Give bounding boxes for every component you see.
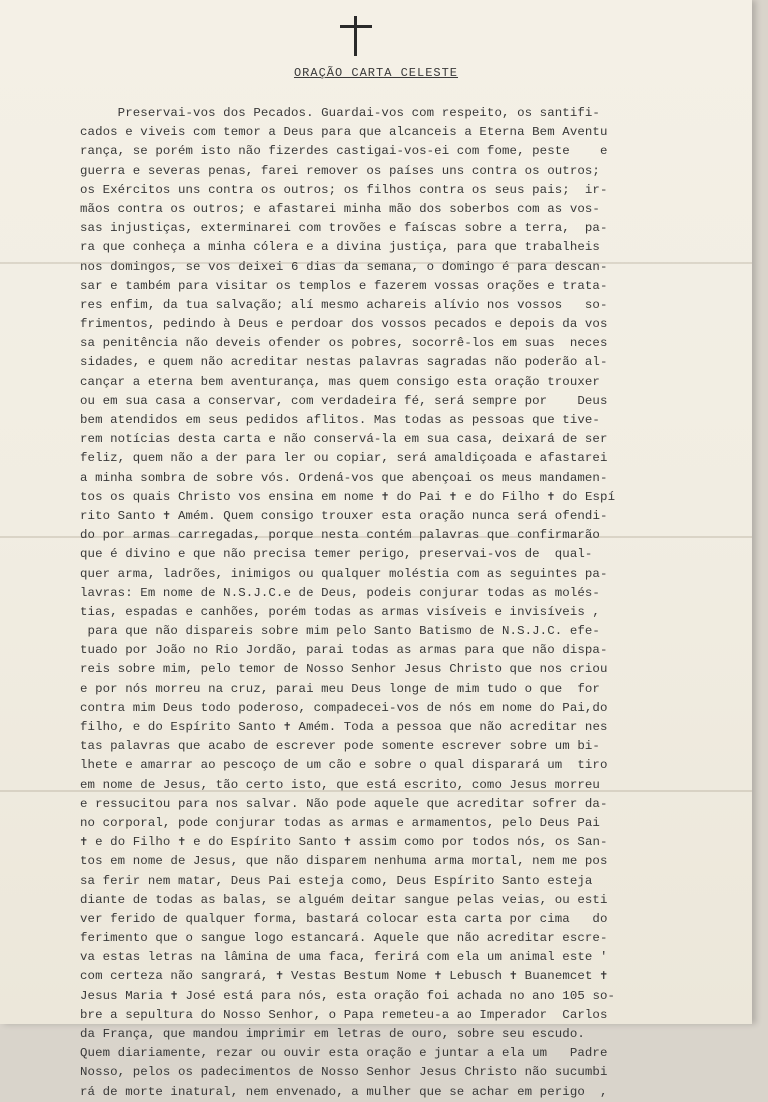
text-line: cados e viveis com temor a Deus para que alcanceis a Eterna Bem Aventu bbox=[80, 125, 608, 140]
text-line: e por nós morreu na cruz, parai meu Deus longe de mim tudo o que for bbox=[80, 681, 600, 696]
text-line: reis sobre mim, pelo temor de Nosso Senhor Jesus Christo que nos criou bbox=[80, 662, 608, 677]
text-line: Preservai-vos dos Pecados. Guardai-vos com respeito, os santifi- bbox=[80, 106, 600, 120]
text-line: va estas letras na lâmina de uma faca, ferirá com ela um animal este ' bbox=[80, 950, 608, 965]
text-line: e ressucitou para nos salvar. Não pode aquele que acreditar sofrer da- bbox=[80, 796, 608, 811]
text-line: res enfim, da tua salvação; alí mesmo achareis alívio nos vossos so- bbox=[80, 297, 608, 312]
text-line: lhete e amarrar ao pescoço de um cão e sobre o qual disparará um tiro bbox=[80, 758, 608, 773]
text-line: ferimento que o sangue logo estancará. Aquele que não acreditar escre- bbox=[80, 931, 608, 946]
text-line: do por armas carregadas, porque nesta contém palavras que confirmarão bbox=[80, 528, 600, 543]
prayer-text bbox=[80, 104, 740, 1102]
text-line: sa penitência não deveis ofender os pobres, socorrê-los em suas neces bbox=[80, 336, 608, 351]
text-line: tas palavras que acabo de escrever pode somente escrever sobre um bi- bbox=[80, 739, 600, 754]
text-line: bem atendidos em seus pedidos aflitos. Mas todas as pessoas que tive- bbox=[80, 413, 600, 427]
text-line: nos domingos, se vos deixei 6 dias da semana, o domingo é para descan- bbox=[80, 259, 608, 274]
text-line: com certeza não sangrará, ✝ Vestas Bestum Nome ✝ Lebusch ✝ Buanemcet ✝ bbox=[80, 969, 608, 984]
text-line: diante de todas as balas, se alguém deitar sangue pelas veias, ou esti bbox=[80, 892, 608, 907]
text-line: sas injustiças, exterminarei com trovões e faíscas sobre a terra, pa- bbox=[80, 221, 608, 236]
text-line: mãos contra os outros; e afastarei minha mão dos soberbos com as vos- bbox=[80, 201, 600, 216]
text-line: ver ferido de qualquer forma, bastará colocar esta carta por cima do bbox=[80, 911, 608, 926]
text-line: da França, que mandou imprimir em letras de ouro, sobre seu escudo. bbox=[80, 1027, 585, 1041]
text-line: rança, se porém isto não fizerdes castigai-vos-ei com fome, peste e bbox=[80, 144, 608, 159]
text-line: ra que conheça a minha cólera e a divina justiça, para que trabalheis bbox=[80, 240, 600, 255]
cross-icon bbox=[338, 16, 374, 56]
text-line: que é divino e que não precisa temer perigo, preservai-vos de qual- bbox=[80, 547, 593, 562]
text-line: quer arma, ladrões, inimigos ou qualquer moléstia com as seguintes pa- bbox=[80, 566, 608, 581]
text-line: a minha sombra de sobre vós. Ordená-vos que abençoai os meus mandamen- bbox=[80, 470, 608, 485]
text-line: os Exércitos uns contra os outros; os filhos contra os seus pais; ir- bbox=[80, 182, 608, 197]
text-line: no corporal, pode conjurar todas as armas e armamentos, pelo Deus Pai bbox=[80, 815, 600, 830]
text-line: cançar a eterna bem aventurança, mas quem consigo esta oração trouxer bbox=[80, 374, 600, 389]
text-line: rá de morte inatural, nem envenado, a mulher que se achar em perigo , bbox=[80, 1084, 608, 1099]
document-title-wrap bbox=[0, 66, 752, 80]
text-line: sidades, e quem não acreditar nestas palavras sagradas não poderão al- bbox=[80, 355, 608, 370]
document-title: ORAÇÃO CARTA CELESTE bbox=[293, 66, 459, 80]
text-line: sar e também para visitar os templos e fazerem vossas orações e trata- bbox=[80, 278, 608, 293]
text-line: ou em sua casa a conservar, com verdadeira fé, será sempre por Deus bbox=[80, 393, 608, 408]
text-line: contra mim Deus todo poderoso, compadecei-vos de nós em nome do Pai,do bbox=[80, 700, 608, 715]
text-line: lavras: Em nome de N.S.J.C.e de Deus, podeis conjurar todas as molés- bbox=[80, 585, 600, 600]
text-line: guerra e severas penas, farei remover os países uns contra os outros; bbox=[80, 163, 600, 178]
text-line: Nosso, pelos os padecimentos de Nosso Senhor Jesus Christo não sucumbi bbox=[80, 1065, 608, 1080]
text-line: tuado por João no Rio Jordão, parai todas as armas para que não dispa- bbox=[80, 643, 608, 658]
text-line: rito Santo ✝ Amém. Quem consigo trouxer esta oração nunca será ofendi- bbox=[80, 508, 608, 523]
text-line: sa ferir nem matar, Deus Pai esteja como, Deus Espírito Santo esteja bbox=[80, 873, 593, 888]
text-line: feliz, quem não a der para ler ou copiar, será amaldiçoada e afastarei bbox=[80, 451, 608, 466]
text-line: tos em nome de Jesus, que não disparem nenhuma arma mortal, nem me pos bbox=[80, 854, 608, 869]
text-line: em nome de Jesus, tão certo isto, que está escrito, como Jesus morreu bbox=[80, 777, 600, 792]
text-line: tos os quais Christo vos ensina em nome ✝ do Pai ✝ e do Filho ✝ do Espí bbox=[80, 489, 616, 504]
text-line: frimentos, pedindo à Deus e perdoar dos vossos pecados e depois da vos bbox=[80, 317, 608, 332]
text-line: Quem diariamente, rezar ou ouvir esta oração e juntar a ela um Padre bbox=[80, 1046, 608, 1061]
text-line: Jesus Maria ✝ José está para nós, esta oração foi achada no ano 105 so- bbox=[80, 988, 616, 1003]
text-line: para que não dispareis sobre mim pelo Santo Batismo de N.S.J.C. efe- bbox=[80, 624, 600, 639]
text-line: tias, espadas e canhões, porém todas as armas visíveis e invisíveis , bbox=[80, 604, 600, 619]
text-line: ✝ e do Filho ✝ e do Espírito Santo ✝ assim como por todos nós, os San- bbox=[80, 835, 608, 850]
text-line: rem notícias desta carta e não conservá-la em sua casa, deixará de ser bbox=[80, 432, 608, 447]
text-line: filho, e do Espírito Santo ✝ Amém. Toda a pessoa que não acreditar nes bbox=[80, 720, 608, 734]
text-line: bre a sepultura do Nosso Senhor, o Papa remeteu-a ao Imperador Carlos bbox=[80, 1007, 608, 1022]
